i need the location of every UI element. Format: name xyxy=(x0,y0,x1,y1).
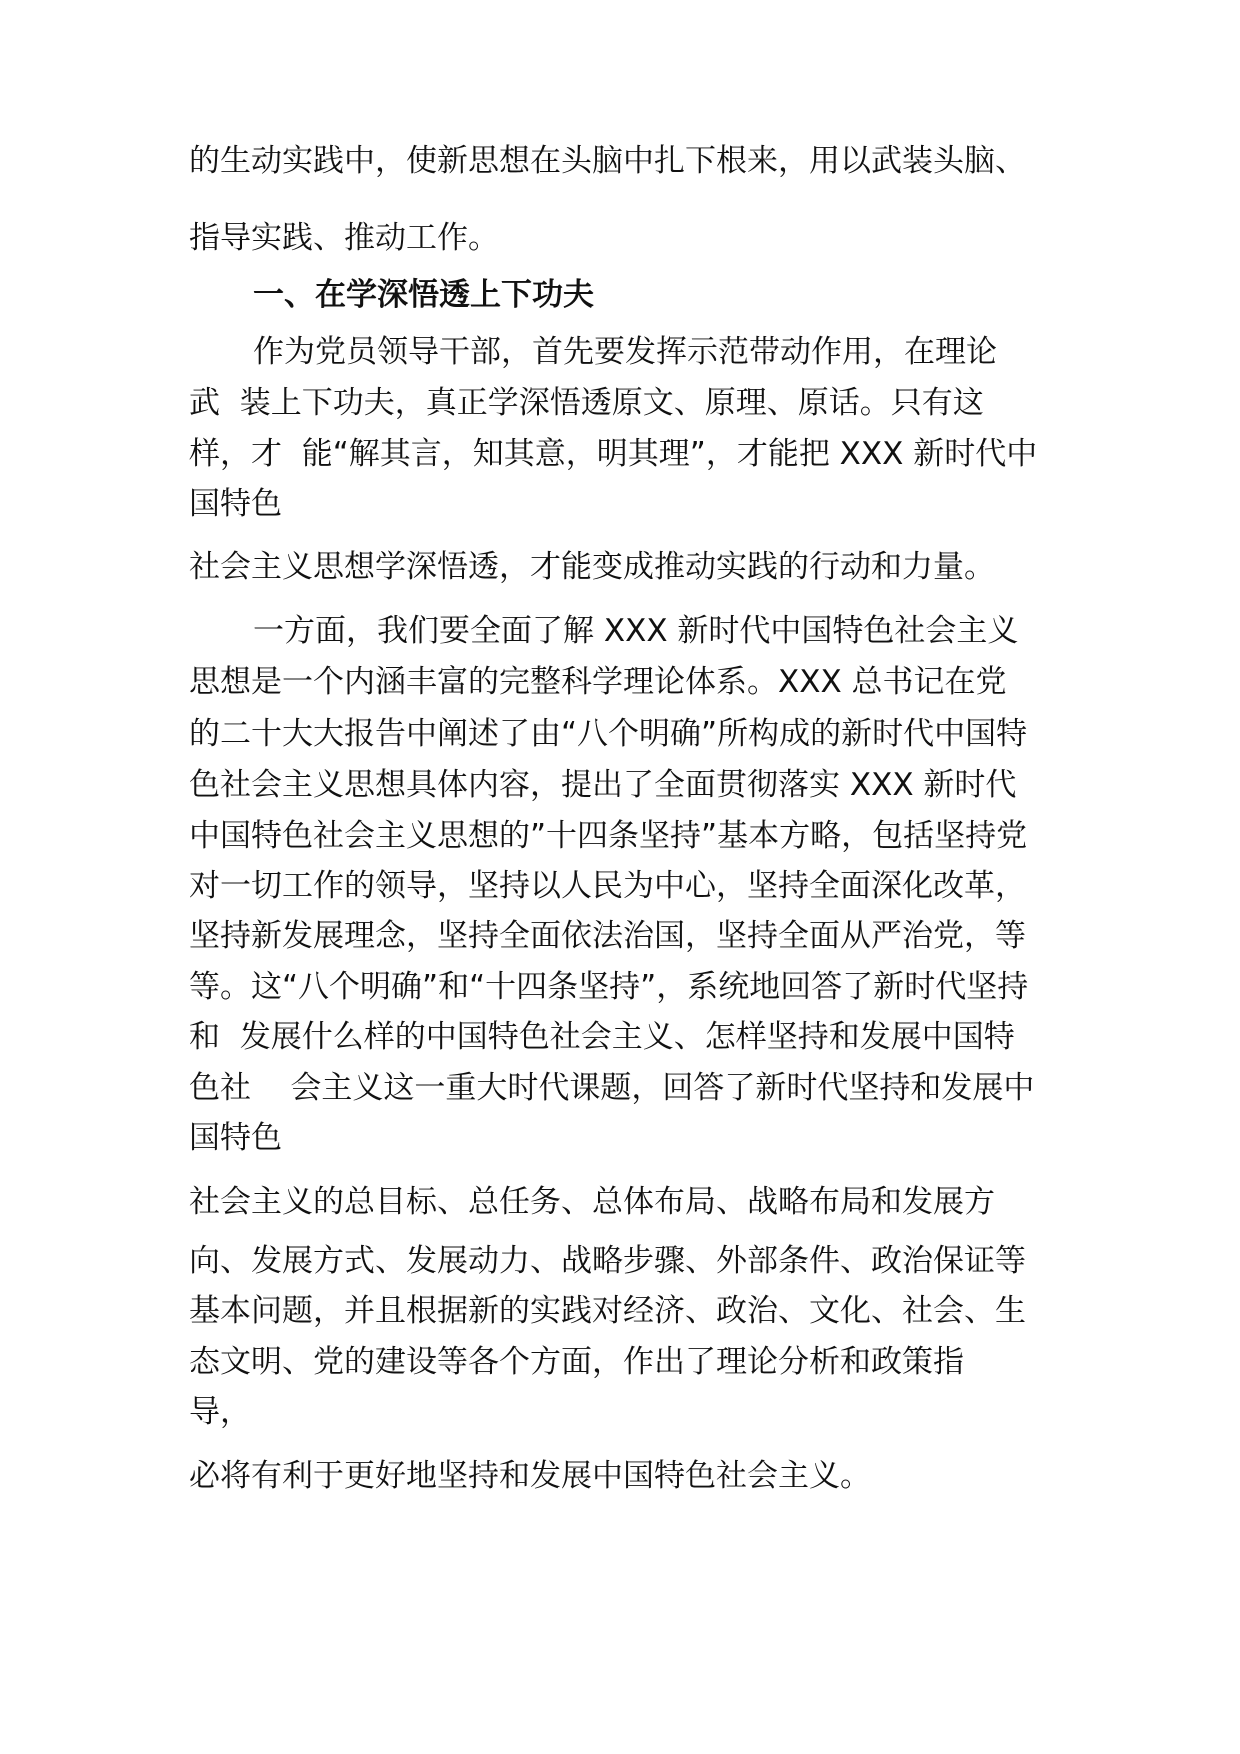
text-line: 导， xyxy=(189,1394,251,1430)
text-line: 等。这“八个明确”和“十四条坚持”，系统地回答了新时代坚持 xyxy=(189,969,1029,1005)
text-line: 武 装上下功夫，真正学深悟透原文、原理、原话。只有这 xyxy=(189,385,984,421)
text-line: 思想是一个内涵丰富的完整科学理论体系。XXX 总书记在党 xyxy=(189,664,1007,700)
section-heading: 一、在学深悟透上下功夫 xyxy=(253,277,594,313)
text-line: 态文明、党的建设等各个方面，作出了理论分析和政策指 xyxy=(189,1344,964,1380)
text-line: 作为党员领导干部，首先要发挥示范带动作用，在理论 xyxy=(253,334,997,370)
text-line: 样，才 能“解其言，知其意，明其理”，才能把 XXX 新时代中 xyxy=(189,436,1038,472)
text-line: 必将有利于更好地坚持和发展中国特色社会主义。 xyxy=(189,1458,871,1494)
text-line: 指导实践、推动工作。 xyxy=(189,220,499,256)
text-line: 坚持新发展理念，坚持全面依法治国，坚持全面从严治党，等 xyxy=(189,918,1026,954)
text-line: 社会主义思想学深悟透，才能变成推动实践的行动和力量。 xyxy=(189,549,995,585)
text-line: 的生动实践中，使新思想在头脑中扎下根来，用以武装头脑、 xyxy=(189,143,1026,179)
text-line: 色社 会主义这一重大时代课题，回答了新时代坚持和发展中 xyxy=(189,1070,1035,1106)
text-line: 向、发展方式、发展动力、战略步骤、外部条件、政治保证等 xyxy=(189,1243,1026,1279)
text-line: 和 发展什么样的中国特色社会主义、怎样坚持和发展中国特 xyxy=(189,1019,1015,1055)
text-line: 基本问题，并且根据新的实践对经济、政治、文化、社会、生 xyxy=(189,1293,1026,1329)
text-line: 中国特色社会主义思想的”十四条坚持”基本方略，包括坚持党 xyxy=(189,818,1028,854)
text-line: 社会主义的总目标、总任务、总体布局、战略布局和发展方 xyxy=(189,1184,995,1220)
text-line: 色社会主义思想具体内容，提出了全面贯彻落实 XXX 新时代 xyxy=(189,767,1017,803)
text-line: 的二十大大报告中阐述了由“八个明确”所构成的新时代中国特 xyxy=(189,716,1028,752)
text-line: 对一切工作的领导，坚持以人民为中心，坚持全面深化改革， xyxy=(189,868,1026,904)
text-line: 国特色 xyxy=(189,1120,282,1156)
text-line: 一方面，我们要全面了解 XXX 新时代中国特色社会主义 xyxy=(253,613,1019,649)
text-line: 国特色 xyxy=(189,486,282,522)
